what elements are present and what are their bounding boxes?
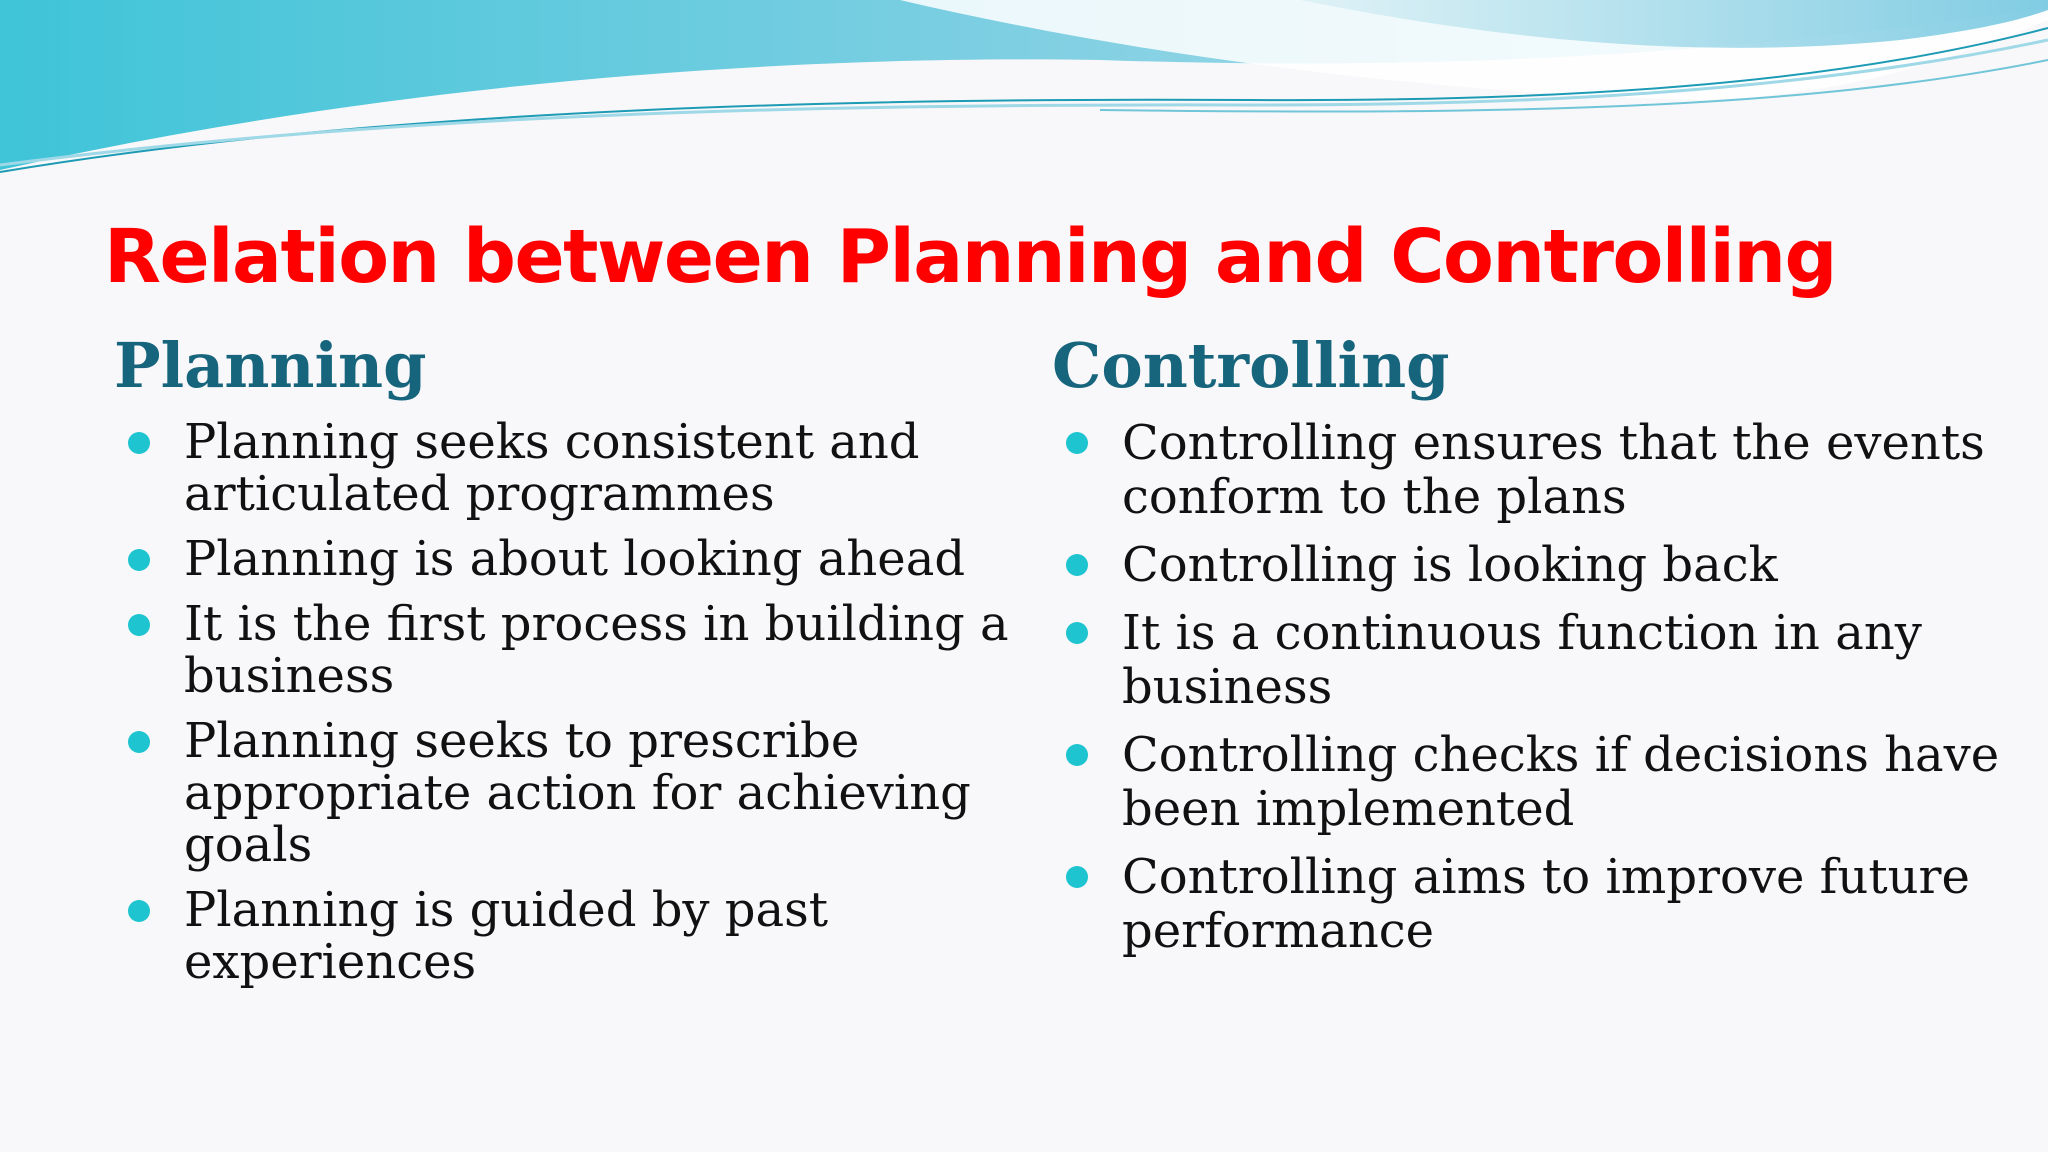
controlling-list bbox=[1052, 416, 2012, 958]
list-item-text: Planning seeks consistent and articulated programmes bbox=[184, 414, 920, 522]
list-item bbox=[114, 715, 1014, 871]
bullet-dot-icon bbox=[1066, 622, 1088, 644]
list-item bbox=[114, 533, 1014, 585]
bullet-dot-icon bbox=[128, 549, 150, 571]
list-item-text: Controlling aims to improve future performance bbox=[1122, 849, 1970, 959]
list-item-text: Controlling is looking back bbox=[1122, 537, 1778, 593]
list-item bbox=[1052, 728, 2012, 836]
controlling-heading: Controlling bbox=[1052, 329, 1450, 402]
list-item-text: Planning is about looking ahead bbox=[184, 531, 966, 587]
list-item bbox=[1052, 538, 2012, 592]
list-item-text: Planning is guided by past experiences bbox=[184, 882, 829, 990]
list-item-text: It is the first process in building a business bbox=[184, 596, 1009, 704]
planning-list bbox=[114, 416, 1014, 988]
bullet-dot-icon bbox=[1066, 866, 1088, 888]
slide-title: Relation between Planning and Controlling bbox=[104, 214, 1837, 300]
list-item bbox=[1052, 606, 2012, 714]
header-wave-decoration bbox=[0, 0, 2048, 200]
bullet-dot-icon bbox=[1066, 554, 1088, 576]
bullet-dot-icon bbox=[128, 432, 150, 454]
planning-column bbox=[114, 326, 1014, 1001]
list-item bbox=[1052, 850, 2012, 958]
bullet-dot-icon bbox=[1066, 744, 1088, 766]
list-item-text: Planning seeks to prescribe appropriate action for achieving goals bbox=[184, 713, 971, 873]
list-item bbox=[114, 416, 1014, 520]
list-item bbox=[114, 598, 1014, 702]
bullet-dot-icon bbox=[128, 731, 150, 753]
list-item-text: It is a continuous function in any business bbox=[1122, 605, 1922, 715]
planning-heading: Planning bbox=[114, 329, 427, 402]
list-item bbox=[114, 884, 1014, 988]
controlling-column bbox=[1052, 326, 2012, 972]
bullet-dot-icon bbox=[128, 900, 150, 922]
bullet-dot-icon bbox=[128, 614, 150, 636]
list-item bbox=[1052, 416, 2012, 524]
bullet-dot-icon bbox=[1066, 432, 1088, 454]
list-item-text: Controlling ensures that the events conform to the plans bbox=[1122, 415, 1985, 525]
list-item-text: Controlling checks if decisions have been implemented bbox=[1122, 727, 2000, 837]
